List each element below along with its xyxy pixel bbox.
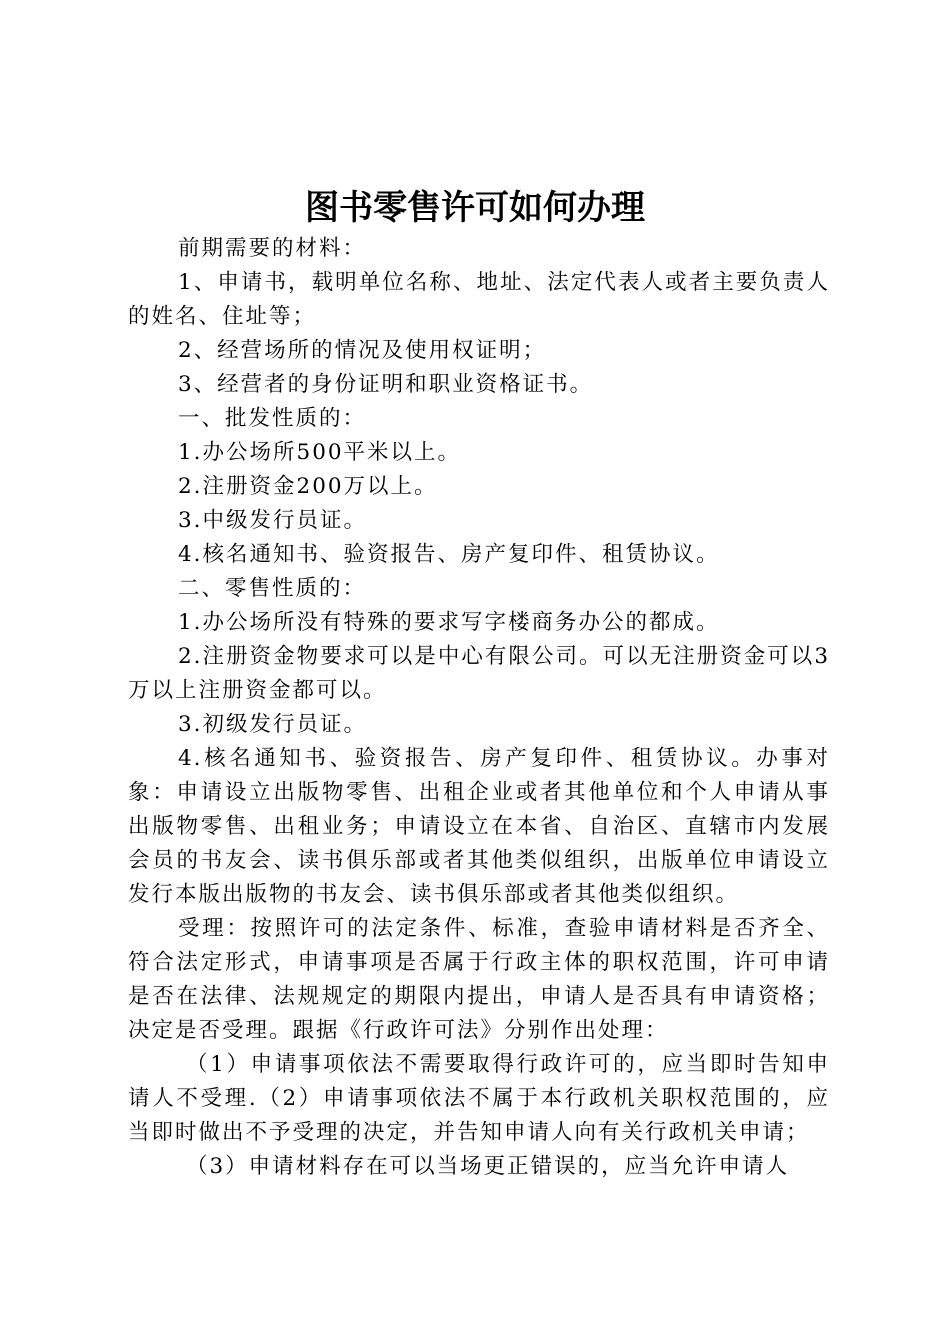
paragraph-material-2: 2、经营场所的情况及使用权证明； xyxy=(178,338,547,363)
document-body xyxy=(128,232,830,1184)
paragraph-handling-3: （3）申请材料存在可以当场更正错误的，应当允许申请人 xyxy=(186,1154,790,1179)
paragraph-retail-1: 1.办公场所没有特殊的要求写字楼商务办公的都成。 xyxy=(178,610,720,635)
paragraph-handling-1-2: （1）申请事项依法不需要取得行政许可的，应当即时告知申请人不受理.（2）申请事项依法不属于本行政机关职权范围的，应当即时做出不予受理的决定，并告知申请人向有关行政机关申请； xyxy=(128,1052,830,1145)
paragraph-material-3: 3、经营者的身份证明和职业资格证书。 xyxy=(178,372,594,397)
document-title: 图书零售许可如何办理 xyxy=(305,188,645,228)
paragraph-retail-3: 3.初级发行员证。 xyxy=(178,712,368,737)
paragraph-material-1: 1、申请书，载明单位名称、地址、法定代表人或者主要负责人的姓名、住址等； xyxy=(128,270,830,329)
paragraph-wholesale-2: 2.注册资金200万以上。 xyxy=(178,474,438,499)
paragraph-wholesale-3: 3.中级发行员证。 xyxy=(178,508,368,533)
paragraph-retail-heading: 二、零售性质的： xyxy=(178,576,367,601)
paragraph-wholesale-1: 1.办公场所500平米以上。 xyxy=(178,440,462,465)
paragraph-retail-2: 2.注册资金物要求可以是中心有限公司。可以无注册资金可以3万以上注册资金都可以。 xyxy=(128,644,830,703)
paragraph-retail-4: 4.核名通知书、验资报告、房产复印件、租赁协议。办事对象：申请设立出版物零售、出租企业或者其他单位和个人申请从事出版物零售、出租业务；申请设立在本省、自治区、直辖市内发展会员的书友会、读书俱乐部或者其他类似组织，出版单位申请设立发行本版出版物的书友会、读书俱乐部或者其他类似组织。 xyxy=(128,746,830,907)
paragraph-wholesale-heading: 一、批发性质的： xyxy=(178,406,367,431)
paragraph-wholesale-4: 4.核名通知书、验资报告、房产复印件、租赁协议。 xyxy=(178,542,720,567)
paragraph-materials-heading: 前期需要的材料： xyxy=(178,236,367,261)
paragraph-acceptance: 受理：按照许可的法定条件、标准，查验申请材料是否齐全、符合法定形式，申请事项是否属于行政主体的职权范围，许可申请是否在法律、法规规定的期限内提出，申请人是否具有申请资格；决定是否受理。跟据《行政许可法》分别作出处理： xyxy=(128,916,830,1043)
